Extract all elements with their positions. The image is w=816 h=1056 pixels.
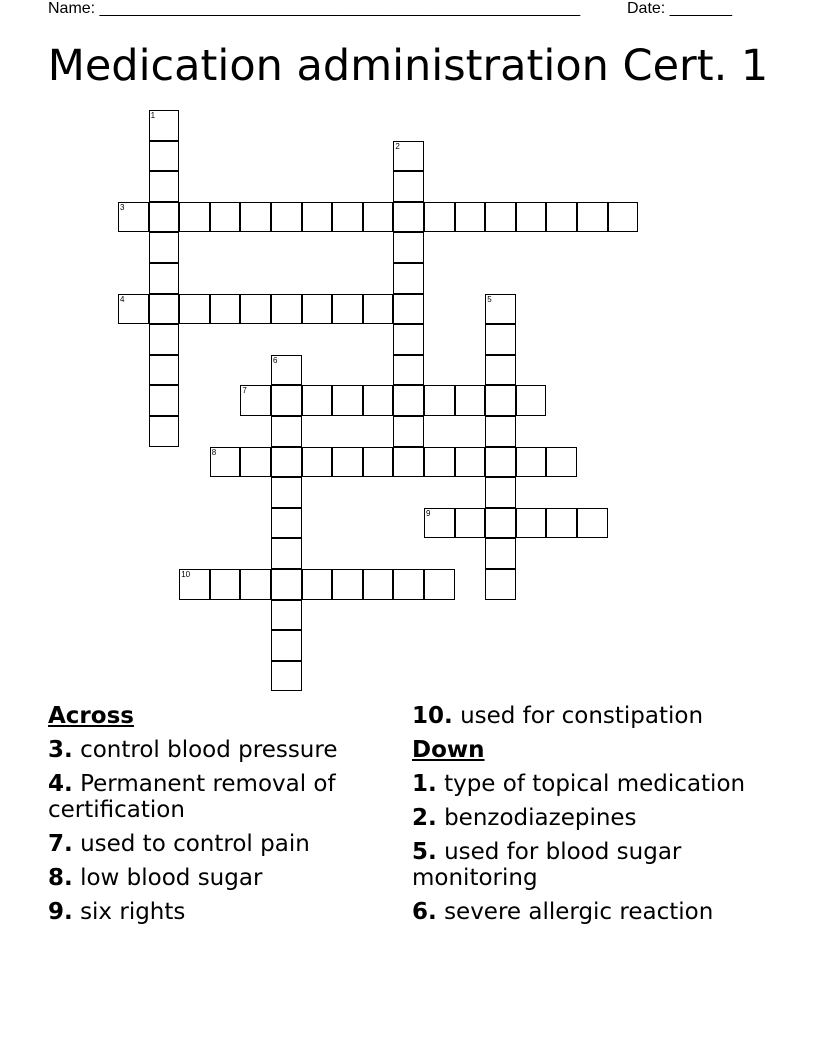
clues-column-left (48, 703, 378, 933)
grid-cell[interactable] (271, 416, 302, 447)
clue-text: Permanent removal of certification (48, 771, 336, 823)
grid-cell[interactable] (149, 355, 180, 386)
grid-cell[interactable] (485, 324, 516, 355)
grid-cell[interactable] (210, 294, 241, 325)
cell-number: 10 (181, 570, 191, 579)
grid-cell[interactable] (546, 508, 577, 539)
date-line[interactable]: Date: _______ (627, 0, 732, 17)
grid-cell[interactable] (424, 447, 455, 478)
grid-cell[interactable] (332, 294, 363, 325)
grid-cell[interactable] (516, 202, 547, 233)
grid-cell[interactable] (516, 447, 547, 478)
cell-number: 9 (426, 508, 431, 518)
clue-number: 5. (412, 839, 437, 865)
clue-across-9 (48, 899, 378, 925)
grid-cell[interactable] (393, 202, 424, 233)
grid-cell[interactable] (363, 447, 394, 478)
grid-cell[interactable] (485, 385, 516, 416)
clue-text: type of topical medication (444, 771, 746, 797)
grid-cell[interactable] (363, 294, 394, 325)
clues-column-right (412, 703, 772, 933)
cell-number: 8 (211, 447, 217, 457)
clue-number: 6. (412, 899, 437, 925)
grid-cell[interactable] (149, 171, 180, 202)
cell-number: 2 (395, 141, 400, 151)
cell-number: 5 (487, 294, 492, 304)
clue-text: used to control pain (80, 831, 310, 857)
grid-cell[interactable] (332, 569, 363, 600)
grid-cell[interactable] (271, 294, 302, 325)
clue-across-8 (48, 865, 378, 891)
clue-text: six rights (80, 899, 186, 925)
clue-text: used for blood sugar monitoring (412, 839, 682, 891)
grid-cell[interactable] (424, 385, 455, 416)
clue-number: 8. (48, 865, 73, 891)
grid-cell[interactable] (271, 355, 302, 386)
grid-cell[interactable] (332, 385, 363, 416)
grid-cell[interactable] (302, 447, 333, 478)
grid-cell[interactable] (393, 171, 424, 202)
cell-number: 3 (120, 202, 125, 212)
grid-cell[interactable] (455, 447, 486, 478)
clue-text: benzodiazepines (444, 805, 637, 831)
grid-cell[interactable] (149, 141, 180, 172)
clue-number: 1. (412, 771, 437, 797)
grid-cell[interactable] (240, 294, 271, 325)
grid-cell[interactable] (393, 385, 424, 416)
grid-cell[interactable] (393, 355, 424, 386)
grid-cell[interactable] (577, 508, 608, 539)
grid-cell[interactable] (393, 447, 424, 478)
grid-cell[interactable] (485, 569, 516, 600)
clue-down-5 (412, 839, 772, 891)
grid-cell[interactable] (424, 569, 455, 600)
grid-cell[interactable] (210, 202, 241, 233)
clue-across-7 (48, 831, 378, 857)
grid-cell[interactable] (393, 294, 424, 325)
grid-cell[interactable] (271, 630, 302, 661)
clue-number: 10. (412, 703, 453, 729)
grid-cell[interactable] (485, 202, 516, 233)
clue-number: 7. (48, 831, 73, 857)
grid-cell[interactable] (271, 202, 302, 233)
grid-cell[interactable] (149, 110, 180, 141)
clue-number: 9. (48, 899, 73, 925)
clue-text: severe allergic reaction (444, 899, 714, 925)
across-heading: Across (48, 703, 134, 729)
grid-cell[interactable] (149, 202, 180, 233)
grid-cell[interactable] (179, 569, 210, 600)
grid-cell[interactable] (393, 263, 424, 294)
grid-cell[interactable] (363, 385, 394, 416)
clue-down-2 (412, 805, 772, 831)
grid-cell[interactable] (271, 538, 302, 569)
grid-cell[interactable] (485, 508, 516, 539)
grid-cell[interactable] (332, 447, 363, 478)
grid-cell[interactable] (118, 202, 149, 233)
grid-cell[interactable] (179, 202, 210, 233)
grid-cell[interactable] (149, 416, 180, 447)
clue-down-6 (412, 899, 772, 925)
grid-cell[interactable] (271, 477, 302, 508)
grid-cell[interactable] (577, 202, 608, 233)
grid-cell[interactable] (271, 447, 302, 478)
grid-cell[interactable] (210, 569, 241, 600)
grid-cell[interactable] (516, 508, 547, 539)
grid-cell[interactable] (546, 447, 577, 478)
grid-cell[interactable] (393, 416, 424, 447)
clue-text: used for constipation (460, 703, 704, 729)
grid-cell[interactable] (485, 416, 516, 447)
clue-across-10 (412, 703, 772, 729)
grid-cell[interactable] (271, 569, 302, 600)
cell-number: 7 (242, 386, 247, 396)
grid-cell[interactable] (149, 385, 180, 416)
clue-number: 3. (48, 737, 73, 763)
grid-cell[interactable] (240, 447, 271, 478)
grid-cell[interactable] (302, 569, 333, 600)
grid-cell[interactable] (271, 600, 302, 631)
grid-cell[interactable] (363, 569, 394, 600)
clue-text: control blood pressure (80, 737, 338, 763)
grid-cell[interactable] (393, 141, 424, 172)
grid-cell[interactable] (485, 294, 516, 325)
grid-cell[interactable] (210, 447, 241, 478)
clue-text: low blood sugar (80, 865, 263, 891)
grid-cell[interactable] (149, 232, 180, 263)
grid-cell[interactable] (393, 324, 424, 355)
grid-cell[interactable] (302, 294, 333, 325)
grid-cell[interactable] (118, 294, 149, 325)
clue-number: 2. (412, 805, 437, 831)
clue-across-4 (48, 771, 378, 823)
grid-cell[interactable] (424, 202, 455, 233)
cell-number: 4 (120, 294, 125, 304)
grid-cell[interactable] (149, 294, 180, 325)
clue-down-1 (412, 771, 772, 797)
grid-cell[interactable] (608, 202, 639, 233)
grid-cell[interactable] (485, 447, 516, 478)
grid-cell[interactable] (271, 508, 302, 539)
grid-cell[interactable] (302, 202, 333, 233)
grid-cell[interactable] (455, 202, 486, 233)
clue-across-3 (48, 737, 378, 763)
cell-number: 1 (150, 111, 156, 120)
grid-cell[interactable] (240, 569, 271, 600)
down-heading: Down (412, 737, 485, 763)
grid-cell[interactable] (332, 202, 363, 233)
grid-cell[interactable] (393, 569, 424, 600)
grid-cell[interactable] (363, 202, 394, 233)
clue-number: 4. (48, 771, 73, 797)
grid-cell[interactable] (393, 232, 424, 263)
grid-cell[interactable] (546, 202, 577, 233)
grid-cell[interactable] (240, 202, 271, 233)
grid-cell[interactable] (179, 294, 210, 325)
grid-cell[interactable] (516, 385, 547, 416)
grid-cell[interactable] (149, 324, 180, 355)
grid-cell[interactable] (424, 508, 455, 539)
grid-cell[interactable] (455, 508, 486, 539)
grid-cell[interactable] (149, 263, 180, 294)
grid-cell[interactable] (455, 385, 486, 416)
grid-cell[interactable] (485, 538, 516, 569)
grid-cell[interactable] (485, 355, 516, 386)
page-title: Medication administration Cert. 1 (47, 41, 769, 91)
cell-number: 6 (273, 355, 278, 365)
grid-cell[interactable] (271, 661, 302, 692)
grid-cell[interactable] (302, 385, 333, 416)
name-line[interactable]: Name: ______________________________________________________ (48, 0, 581, 17)
grid-cell[interactable] (485, 477, 516, 508)
grid-cell[interactable] (240, 385, 271, 416)
grid-cell[interactable] (271, 385, 302, 416)
